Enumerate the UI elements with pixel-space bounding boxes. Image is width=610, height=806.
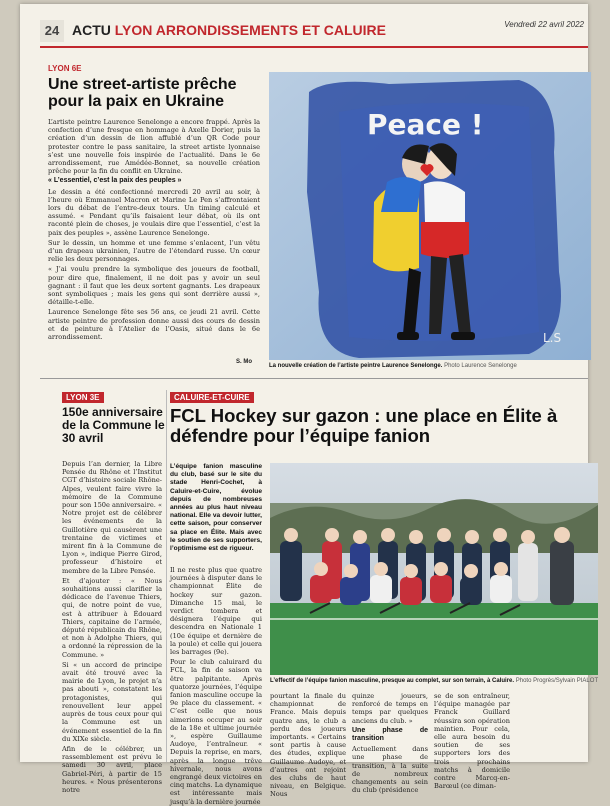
article3-lead: L’équipe fanion masculine du club, basé sur le site du stade Henri-Cochet, à Caluire-et-Cuire, évolue depuis de nombreuses années au plus haut niveau national. Elle va devoir lutter, cette saison, pour conserver sa place en Élite. Mais avec le soutien de ses supporters, l’optimisme est de rigueur.	[170, 463, 262, 553]
article2-kicker: LYON 3E	[62, 392, 104, 403]
peace-painting-illustration	[269, 72, 591, 360]
article2-paragraph: Et d’ajouter : « Nous souhaitions aussi clarifier la dédicace de l’avenue Thiers, qui, de notre point de vue, est à attribuer à Édouard Thiers, capitaine de l’armée, député républicain du Rhône, et non à Adolphe Thiers, qui a ordonné la répression de la Commune. »	[62, 576, 162, 659]
article3-paragraph: quinze joueurs, renforcé de temps en temps par quelques anciens du club. »	[352, 692, 428, 725]
newspaper-page	[20, 4, 599, 806]
article2-paragraph: Afin de le célébrer, un rassemblement est prévu le samedi 30 avril, place Gabriel-Péri, à partir de 15 heures. « Nous présenterons notre	[62, 744, 162, 794]
section-rubric	[72, 22, 386, 38]
article1-paragraph: « J’ai voulu prendre la symbolique des joueurs de football, pour dire que, finalement, il ne doit pas y avoir un seul gagnant : il faut que les deux sortent gagnants. Les drapeaux sont symboliques ; mais les gens qui sont derrière aussi », détaille-t-elle.	[48, 265, 260, 307]
painted-peace-text: Peace !	[367, 108, 484, 141]
team-photo-illustration	[270, 463, 598, 675]
article2-paragraph: Depuis l’an dernier, la Libre Pensée du Rhône et l’Institut CGT d’histoire sociale Rhône-Alpes, veulent faire vivre la mémoire de la Commune pour son 150e anniversaire. « Notre projet est de célébrer les événements de la Guillotière qui causèrent une trentaine de victimes et mirent fin à la Commune de Lyon », indique Pierre Girod, professeur d’histoire et membre de la Libre Pensée.	[62, 460, 162, 575]
rubric-main: ACTU	[72, 22, 111, 38]
article1-paragraph: Sur le dessin, un homme et une femme s’enlacent, l’un vêtu d’un drapeau ukrainien, l’autre de l’étendard russe. Un cœur relie les deux personnages.	[48, 238, 260, 264]
hockey-team-photo	[270, 463, 598, 675]
page-number: 24	[40, 20, 64, 42]
caption-text: La nouvelle création de l’artiste peintre Laurence Senelonge.	[269, 363, 443, 369]
caption-text: L’effectif de l’équipe fanion masculine, presque au complet, sur son terrain, à Caluire.	[270, 678, 515, 684]
article3-kicker: CALUIRE-ET-CUIRE	[170, 392, 254, 403]
article1-subhead: « L’essentiel, c’est la paix des peuples »	[48, 177, 182, 185]
page-header	[40, 18, 588, 48]
article3-paragraph: Pour le club caluirard du FCL, la fin de saison va être palpitante. Après quatorze journées, l’équipe fanion masculine occupe la 9e place du classement. « C’est celle que nous aimerions occuper au soir de la 18e et ultime journée », espère Guillaume Audoye, l’entraîneur. « Depuis la reprise, en mars, après la longue trêve hivernale, nous avons engrangé deux victoires en cinq matchs. La dynamique est intéressante mais jusqu’à la dernière journée	[170, 658, 262, 806]
article1-paragraph: Le dessin a été confectionné mercredi 20 avril au soir, à l’heure où Emmanuel Macron et Marine Le Pen s’affrontaient lors du débat de l’entre-deux tours. Un timing calculé et assumé. « Pendant qu’ils faisaient leur débat, où ils ont raconté plein de choses, je voulais dire que l’essentiel, c’est la paix des peuples », assène Laurence Senelonge.	[48, 187, 260, 237]
article3-column4	[434, 692, 510, 791]
article2-title: 150e anniversaire de la Commune le 30 avril	[62, 405, 165, 445]
article3-paragraph: Actuellement dans une phase de transition, à la suite de nombreux changements au sein du club (présidence	[352, 745, 428, 795]
article3-paragraph: pourtant la finale du championnat de France. Mais depuis quatre ans, le club a perdu des joueurs importants. « Certains sont partis à cause des études, explique Guillaume Audoye, et d’autres ont rejoint des clubs de haut niveau, en Belgique. Nous	[270, 692, 346, 799]
article1-paragraph: L’artiste peintre Laurence Senelonge a encore frappé. Après la confection d’une fresque en hommage à Axelle Dorier, puis la création d’un dessin de lion affublé d’un QR Code pour protester contre le pass sanitaire, la street artiste lyonnaise s’est une nouvelle fois inspirée de l’actualité. Dans le 6e arrondissement, rue Amédée-Bonnet, sa nouvelle création prêche pour la fin du conflit en Ukraine.	[48, 118, 260, 176]
article3-paragraph: se de son entraîneur, l’équipe managée par Franck Guillard réussira son opération maintien. Pour cela, elle aura besoin du soutien de ses supporters lors des trois prochains matchs à domicile contre Marcq-en-Barœul (ce diman-	[434, 692, 510, 791]
section-divider	[40, 378, 588, 379]
peace-painting-photo	[269, 72, 591, 360]
article2-body	[62, 460, 162, 794]
article1-title: Une street-artiste prêche pour la paix en Ukraine	[48, 76, 237, 110]
article3-paragraph: Il ne reste plus que quatre journées à disputer dans le championnat Élite de hockey sur gazon. Dimanche 15 mai, le verdict tombera et désignera l’équipe qui descendra en Nationale 1 (10e équipe et dernière de la poule) et celle qui jouera les barrages (9e).	[170, 566, 262, 657]
rubric-section: LYON ARRONDISSEMENTS ET CALUIRE	[114, 22, 386, 38]
article1-byline: S. Mo	[236, 359, 252, 365]
article3-subhead: Une phase de transition	[352, 726, 428, 743]
article1-kicker: LYON 6E	[48, 64, 82, 73]
article3-column2	[270, 692, 346, 799]
artist-signature: L.S	[543, 331, 562, 345]
article1-body	[48, 118, 260, 358]
caption-credit: Photo Laurence Senelonge	[444, 363, 517, 369]
caption-credit: Photo Progrès/Sylvain PIALOT	[515, 678, 599, 684]
issue-date: Vendredi 22 avril 2022	[504, 20, 584, 29]
article3-column3	[352, 692, 428, 795]
article2-paragraph: Si « un accord de principe avait été trouvé avec la mairie de Lyon, le projet n’a pas abouti », constatent les protagonistes, qui renouvellent leur appel auprès de tous ceux pour qui la Commune est un événement essentiel de la fin du XIXe siècle.	[62, 660, 162, 743]
article3-title: FCL Hockey sur gazon : une place en Élite à défendre pour l’équipe fanion	[170, 405, 558, 446]
article1-photo-caption	[269, 363, 599, 370]
article3-photo-caption	[270, 678, 600, 685]
article1-paragraph: Laurence Senelonge fête ses 56 ans, ce jeudi 21 avril. Cette artiste peintre de profession donne aussi des cours de dessin et de peinture à l’Atelier de l’Oasis, situé dans le 6e arrondissement.	[48, 308, 260, 342]
column-divider	[166, 390, 167, 762]
article3-column1	[170, 566, 262, 806]
